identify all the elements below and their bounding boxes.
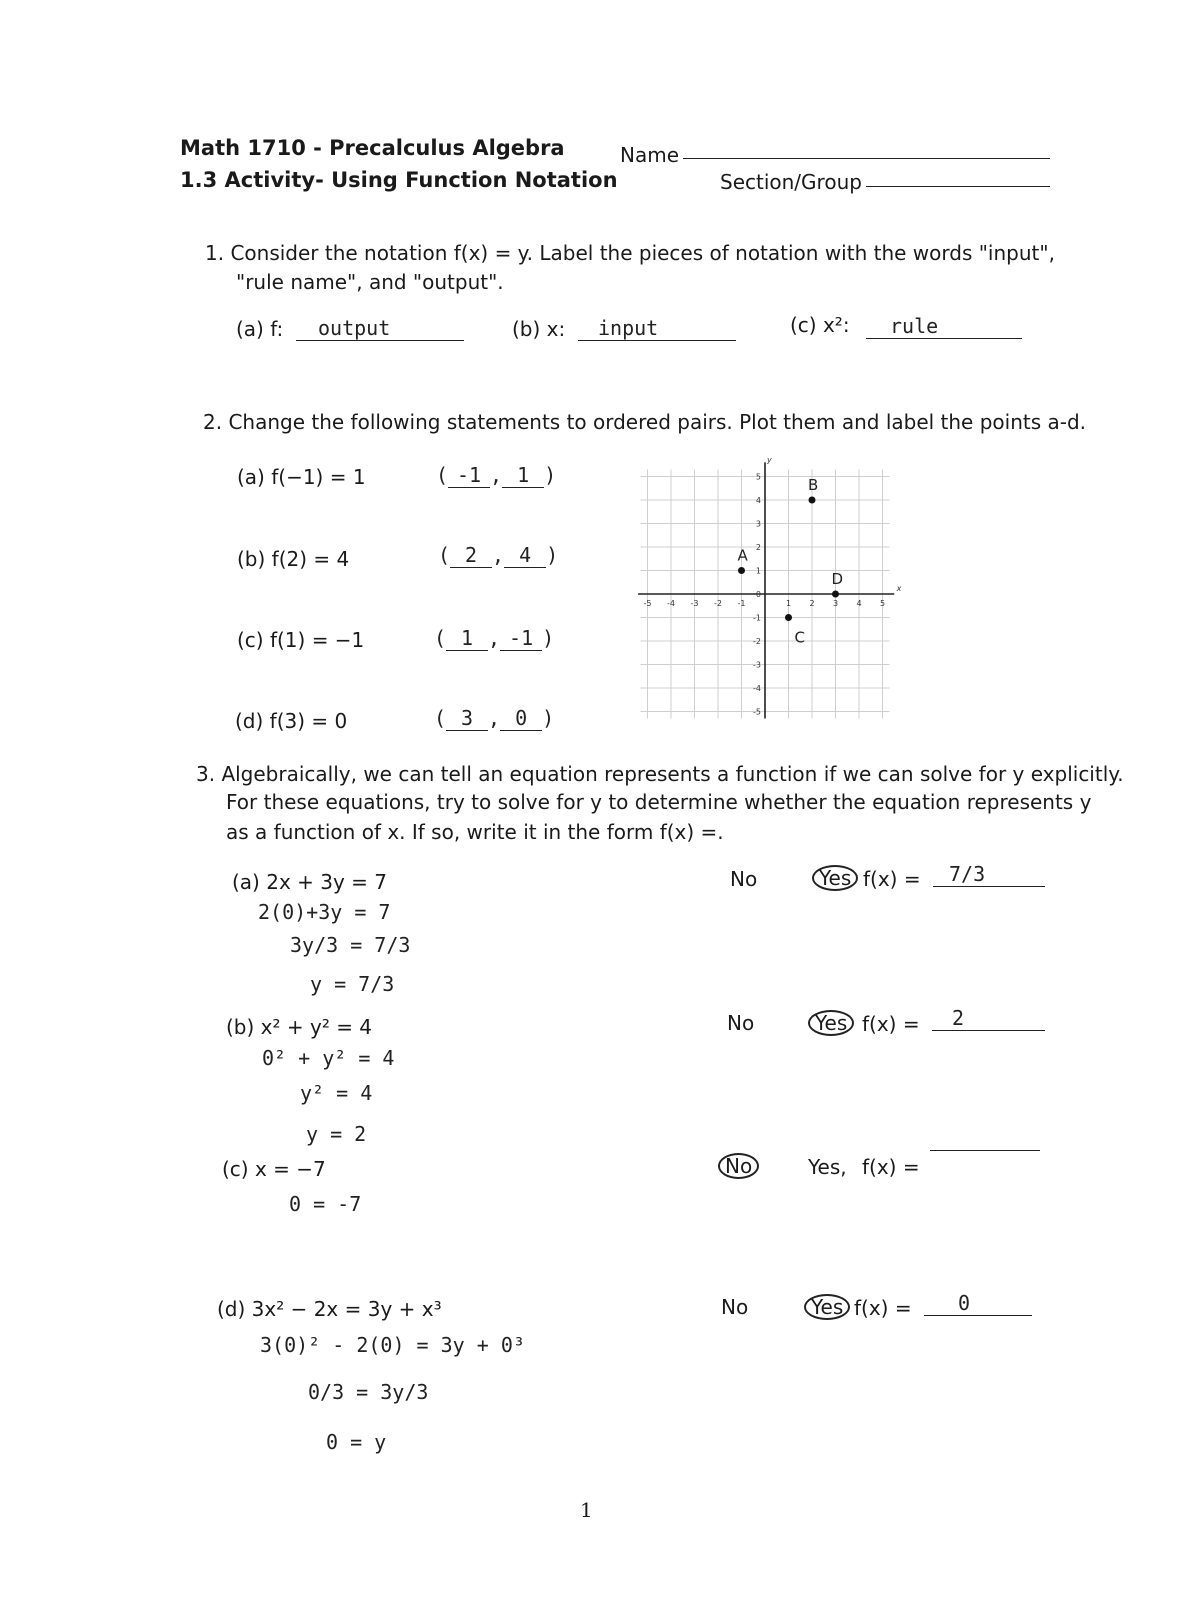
x-tick-label: 2 [809,599,815,608]
page-number: 1 [580,1498,593,1522]
q3b-work-1: 0² + y² = 4 [262,1046,395,1070]
q3a-no[interactable]: No [730,867,758,891]
q3a-work-3: y = 7/3 [310,972,395,996]
q2b-x: 2 [450,543,492,568]
q3b-work-2: y² = 4 [300,1081,373,1105]
q3c-answer[interactable] [930,1150,1040,1151]
plotted-point [785,614,792,621]
q2c-x: 1 [446,626,488,651]
q2d-label: (d) f(3) = 0 [235,709,348,733]
x-tick-label: 3 [832,599,839,608]
x-tick-label: -4 [667,599,675,608]
q3-prompt-2: For these equations, try to solve for y to determine whether the equation represents y [226,790,1092,814]
q1-prompt-1: 1. Consider the notation f(x) = y. Label the pieces of notation with the words "input", [205,241,1055,265]
section-label: Section/Group [720,170,862,194]
q2c-pair: ( 1 , -1 ) [434,626,555,650]
q1b-label: (b) x: [512,317,566,341]
q3d-work-1: 3(0)² - 2(0) = 3y + 0³ [260,1333,525,1357]
plotted-point [809,497,816,504]
q3c-fx: f(x) = [862,1155,920,1179]
point-label: C [794,628,805,647]
q3b-work-3: y = 2 [306,1122,367,1146]
point-label: D [831,570,844,588]
q3c-work-1: 0 = -7 [289,1192,362,1216]
y-tick-label: -2 [753,637,761,646]
q3c-equation: (c) x = −7 [222,1157,326,1181]
q3c-yes-text: Yes [808,1155,841,1179]
y-tick-label: 0 [755,590,761,599]
q3d-answer[interactable]: 0 [924,1291,1032,1316]
coordinate-grid [643,455,910,724]
q3a-fx: f(x) = [863,867,921,891]
x-tick-label: 5 [879,599,886,608]
q2b-label: (b) f(2) = 4 [237,547,350,571]
q3b-no[interactable]: No [727,1011,755,1035]
x-tick-label: 4 [856,599,862,608]
plotted-point [738,567,745,574]
q3d-equation: (d) 3x² − 2x = 3y + x³ [217,1297,442,1321]
q3d-yes[interactable] [804,1294,850,1320]
name-label: Name [620,143,680,167]
q2-prompt: 2. Change the following statements to ordered pairs. Plot them and label the points a-d. [203,410,1087,434]
q3c-yes[interactable]: Yes, [808,1155,847,1179]
q3a-yes-circled: Yes [812,865,858,891]
point-label: B [808,476,819,494]
q2d-pair: ( 3 , 0 ) [434,706,555,730]
x-axis-label: x [896,584,902,593]
q1c-label: (c) x²: [790,313,850,337]
y-axis-label: y [767,455,772,465]
q2d-y: 0 [500,706,542,731]
q3a-yes[interactable] [812,865,858,891]
q3b-answer[interactable]: 2 [932,1006,1045,1031]
q2a-y: 1 [502,463,544,488]
q1a-label: (a) f: [236,317,284,341]
q1b-answer: input [578,316,736,341]
q3a-work-2: 3y/3 = 7/3 [290,933,411,957]
q3c-no-circled: No [718,1153,759,1179]
activity-title: 1.3 Activity- Using Function Notation [180,168,618,192]
y-tick-label: 5 [755,472,761,482]
q2a-label: (a) f(−1) = 1 [237,465,366,489]
q3-prompt-1: 3. Algebraically, we can tell an equation represents a function if we can solve for y explicitly. [196,762,1124,786]
q3d-fx: f(x) = [854,1296,912,1320]
q2c-label: (c) f(1) = −1 [237,628,365,652]
q3d-work-3: 0 = y [326,1430,387,1454]
q3d-work-2: 0/3 = 3y/3 [308,1380,429,1404]
y-tick-label: 1 [755,566,761,576]
q1a-answer: output [296,316,464,341]
q3b-fx: f(x) = [862,1012,920,1036]
q3-prompt-3: as a function of x. If so, write it in the form f(x) =. [226,820,724,844]
name-line[interactable] [683,158,1050,159]
section-line[interactable] [866,186,1050,187]
q1c-answer: rule [866,314,1022,339]
y-tick-label: -5 [753,707,761,717]
y-tick-label: 2 [755,543,761,552]
x-tick-label: 1 [785,599,792,608]
y-tick-label: -1 [753,613,761,623]
q3b-yes-circled: Yes [808,1010,854,1036]
q2b-y: 4 [504,543,546,568]
q3a-work-1: 2(0)+3y = 7 [258,900,391,924]
course-title: Math 1710 - Precalculus Algebra [180,136,565,160]
x-tick-label: -5 [643,599,652,608]
q2d-x: 3 [446,706,488,731]
q2a-x: -1 [448,463,490,488]
q2a-pair: ( -1 , 1 ) [436,463,557,487]
y-tick-label: -4 [753,684,761,693]
q3c-no[interactable] [718,1153,759,1179]
q2b-pair: ( 2 , 4 ) [438,543,559,567]
plotted-point [832,591,839,598]
q3b-equation: (b) x² + y² = 4 [226,1015,373,1039]
q3b-yes[interactable] [808,1010,854,1036]
q3d-no[interactable]: No [721,1295,749,1319]
q3a-answer[interactable]: 7/3 [933,862,1045,887]
q2c-y: -1 [500,626,542,651]
x-tick-label: -1 [737,599,746,608]
point-label: A [737,546,748,565]
q3d-yes-circled: Yes [804,1294,850,1320]
x-tick-label: -3 [690,599,699,608]
q3a-equation: (a) 2x + 3y = 7 [232,870,388,894]
y-tick-label: -3 [753,660,761,670]
y-tick-label: 3 [755,519,761,529]
x-tick-label: -2 [714,599,722,608]
q1-prompt-2: "rule name", and "output". [236,270,504,294]
y-tick-label: 4 [755,496,761,505]
